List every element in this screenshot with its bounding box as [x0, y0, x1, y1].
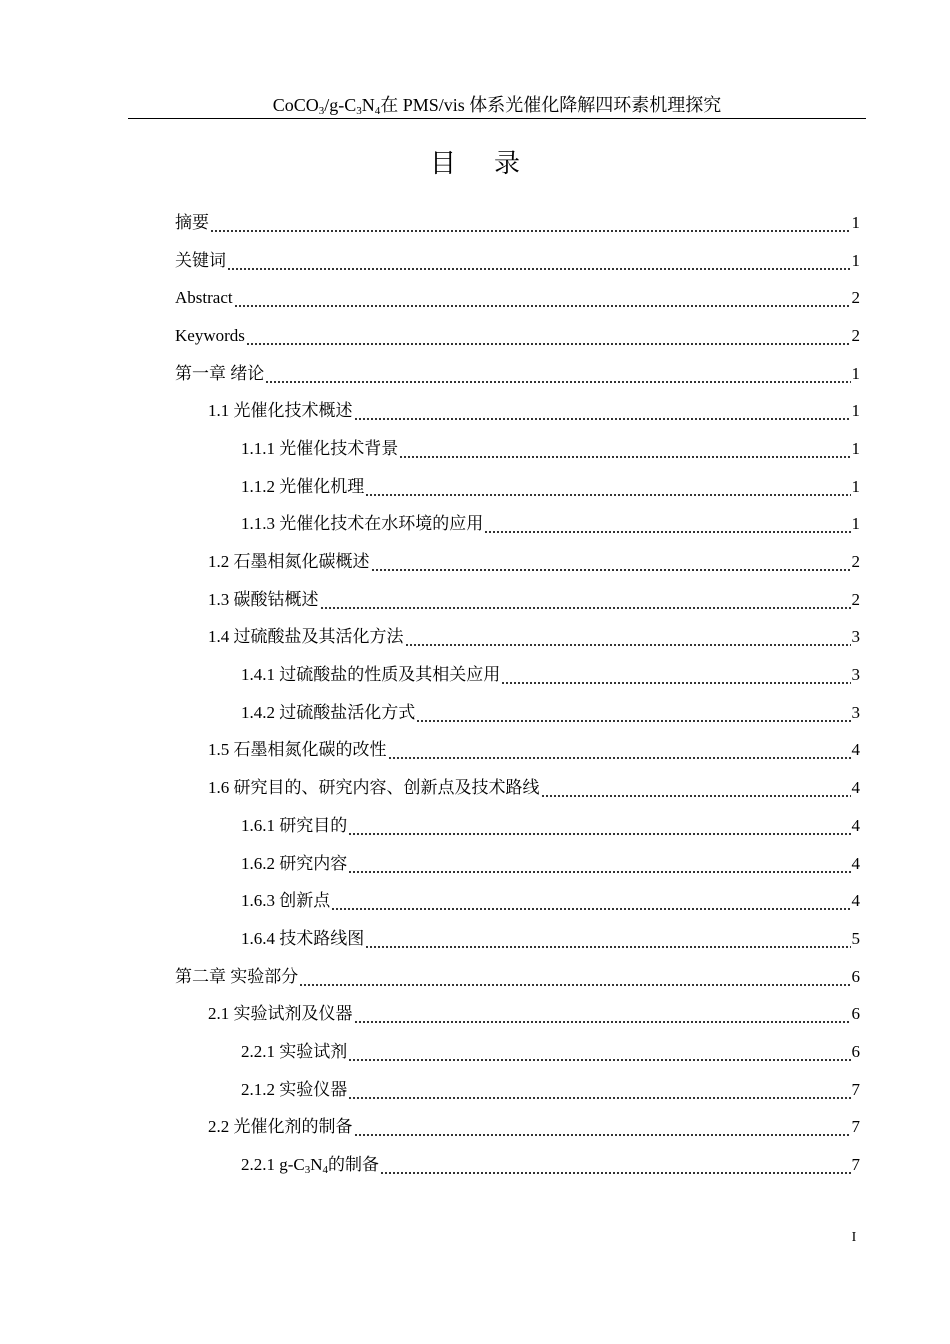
toc-entry-label	[175, 363, 264, 385]
toc-entry-label	[241, 664, 500, 686]
text-run: 2.2 光催化剂的制备	[208, 1117, 353, 1137]
toc-entry[interactable]	[175, 430, 860, 468]
toc-entry-label	[208, 777, 540, 799]
toc-entry-page: 2	[851, 552, 860, 572]
toc-entry-page: 1	[851, 438, 860, 458]
subscript-text: 3	[318, 105, 325, 117]
toc-entry-page: 7	[851, 1079, 860, 1099]
subscript-text: 3	[356, 105, 362, 117]
subscript-text: 4	[322, 1164, 329, 1177]
toc-entry-page: 1	[851, 401, 860, 421]
toc-entry-page: 2	[851, 288, 860, 308]
toc-entry[interactable]	[175, 694, 860, 732]
toc-entry[interactable]	[175, 1033, 860, 1071]
text-run: 1.6 研究目的、研究内容、创新点及技术路线	[208, 778, 540, 798]
toc-entry[interactable]	[175, 920, 860, 958]
toc-entry-page: 6	[851, 966, 860, 986]
toc-entry[interactable]	[175, 543, 860, 581]
toc-entry-label	[175, 325, 245, 347]
toc-entry[interactable]	[175, 732, 860, 770]
text-run: 的制备	[328, 1155, 380, 1175]
toc-entry-label	[241, 1079, 347, 1101]
text-run: 2.2.1 实验试剂	[241, 1041, 348, 1061]
text-run: 1.5 石墨相氮化碳的改性	[208, 740, 387, 760]
dot-leader	[484, 513, 850, 535]
toc-entry-page: 3	[851, 702, 860, 722]
dot-leader	[320, 589, 851, 611]
dot-leader	[348, 853, 850, 875]
text-run: N	[310, 1155, 323, 1175]
dot-leader	[234, 287, 851, 309]
page-number: I	[851, 1230, 857, 1245]
text-run: 1.1.2 光催化机理	[241, 476, 365, 496]
subscript-text: 3	[304, 1164, 311, 1177]
toc-entry-label	[175, 966, 298, 988]
toc-entry-label	[208, 551, 370, 573]
dot-leader	[399, 438, 850, 460]
text-run: Abstract	[175, 288, 233, 308]
text-run: 2.2.1 g-C	[241, 1155, 305, 1175]
toc-entry[interactable]	[175, 619, 860, 657]
toc-entry-label	[208, 589, 319, 611]
dot-leader	[354, 1003, 851, 1025]
dot-leader	[416, 702, 850, 724]
toc-entry-label	[241, 476, 364, 498]
dot-leader	[348, 1041, 850, 1063]
toc-entry-label	[208, 626, 404, 648]
toc-entry[interactable]	[175, 958, 860, 996]
text-run: 1.2 石墨相氮化碳概述	[208, 552, 370, 572]
toc-entry[interactable]	[175, 1146, 860, 1184]
toc-entry[interactable]	[175, 204, 860, 242]
toc-entry-label	[208, 1003, 353, 1025]
text-run: /g-C	[324, 95, 357, 115]
header-divider	[128, 118, 866, 119]
text-run: 1.1.1 光催化技术背景	[241, 438, 399, 458]
toc-entry-page: 1	[851, 212, 860, 232]
toc-entry-page: 6	[851, 1041, 860, 1061]
text-run: 1.6.3 创新点	[241, 891, 331, 911]
toc-entry-page: 5	[851, 928, 860, 948]
toc-entry-label	[175, 212, 209, 234]
toc-entry-label	[175, 250, 226, 272]
text-run: 1.1 光催化技术概述	[208, 401, 353, 421]
dot-leader	[371, 551, 851, 573]
toc-entry-page: 6	[851, 1004, 860, 1024]
text-run: CoCO	[272, 95, 319, 115]
dot-leader	[541, 777, 851, 799]
text-run: 1.1.3 光催化技术在水环境的应用	[241, 514, 484, 534]
toc-entry-page: 1	[851, 363, 860, 383]
toc-entry-page: 3	[851, 627, 860, 647]
toc-entry-page: 4	[851, 815, 860, 835]
toc-entry[interactable]	[175, 995, 860, 1033]
text-run: Keywords	[175, 325, 245, 345]
toc-entry[interactable]	[175, 656, 860, 694]
toc-entry-label	[241, 928, 364, 950]
dot-leader	[227, 250, 851, 272]
toc-entry[interactable]	[175, 355, 860, 393]
dot-leader	[405, 626, 851, 648]
text-run: 摘要	[175, 212, 209, 232]
toc-entry[interactable]	[175, 581, 860, 619]
dot-leader	[331, 890, 850, 912]
text-run: 1.6.1 研究目的	[241, 815, 348, 835]
toc-entry-label	[208, 400, 353, 422]
text-run: 2.1.2 实验仪器	[241, 1079, 348, 1099]
dot-leader	[210, 212, 851, 234]
toc-entry[interactable]	[175, 242, 860, 280]
text-run: 第一章 绪论	[175, 363, 265, 383]
toc-title: 目录	[429, 149, 558, 178]
running-header	[128, 94, 866, 116]
toc-entry-label	[241, 853, 347, 875]
toc-entry[interactable]	[175, 882, 860, 920]
toc-entry[interactable]	[175, 1109, 860, 1147]
toc-entry[interactable]	[175, 506, 860, 544]
dot-leader	[265, 363, 850, 385]
text-run: 1.4 过硫酸盐及其活化方法	[208, 627, 404, 647]
toc-entry[interactable]	[175, 769, 860, 807]
toc-entry[interactable]	[175, 1071, 860, 1109]
toc-entry-page: 4	[851, 891, 860, 911]
dot-leader	[365, 476, 850, 498]
toc-entry-label	[241, 1041, 347, 1063]
toc-entry-label	[241, 890, 330, 912]
toc-entry[interactable]	[175, 845, 860, 883]
text-run: 1.3 碳酸钴概述	[208, 589, 319, 609]
text-run: 1.4.2 过硫酸盐活化方式	[241, 702, 416, 722]
text-run: 2.1 实验试剂及仪器	[208, 1004, 353, 1024]
dot-leader	[299, 966, 850, 988]
dot-leader	[380, 1154, 850, 1176]
toc-entry-label	[241, 438, 398, 460]
dot-leader	[354, 1116, 851, 1138]
text-run: 1.6.2 研究内容	[241, 853, 348, 873]
text-run: 1.4.1 过硫酸盐的性质及其相关应用	[241, 665, 501, 685]
toc-entry-label	[241, 702, 415, 724]
toc-entry-page: 1	[851, 250, 860, 270]
toc-entry-page: 4	[851, 740, 860, 760]
dot-leader	[365, 928, 850, 950]
toc-entry-page: 3	[851, 665, 860, 685]
toc-entry[interactable]	[175, 317, 860, 355]
dot-leader	[354, 400, 851, 422]
dot-leader	[246, 325, 851, 347]
toc-entry[interactable]	[175, 392, 860, 430]
toc-entry-label	[241, 1154, 379, 1176]
toc-entry-page: 2	[851, 325, 860, 345]
text-run: 在 PMS/vis 体系光催化降解四环素机理探究	[380, 95, 722, 115]
text-run: N	[361, 95, 375, 115]
dot-leader	[348, 1079, 850, 1101]
dot-leader	[501, 664, 850, 686]
dot-leader	[388, 739, 851, 761]
toc-entry-page: 1	[851, 476, 860, 496]
toc-entry[interactable]	[175, 807, 860, 845]
toc-entry-label	[175, 287, 233, 309]
text-run: 关键词	[175, 250, 226, 270]
toc-entry-label	[208, 1116, 353, 1138]
dot-leader	[348, 815, 850, 837]
text-run: 1.6.4 技术路线图	[241, 928, 365, 948]
toc-entry-label	[208, 739, 387, 761]
toc-entry-label	[241, 513, 483, 535]
toc-entry-page: 7	[851, 1117, 860, 1137]
text-run: 第二章 实验部分	[175, 966, 299, 986]
toc-entry-page: 4	[851, 778, 860, 798]
toc-entry-page: 1	[851, 514, 860, 534]
toc-entry-page: 2	[851, 589, 860, 609]
toc-entry[interactable]	[175, 468, 860, 506]
toc-entry-page: 7	[851, 1155, 860, 1175]
toc-entry-label	[241, 815, 347, 837]
toc-entry-page: 4	[851, 853, 860, 873]
subscript-text: 4	[374, 105, 381, 117]
toc-entry[interactable]	[175, 279, 860, 317]
table-of-contents	[175, 204, 860, 1184]
